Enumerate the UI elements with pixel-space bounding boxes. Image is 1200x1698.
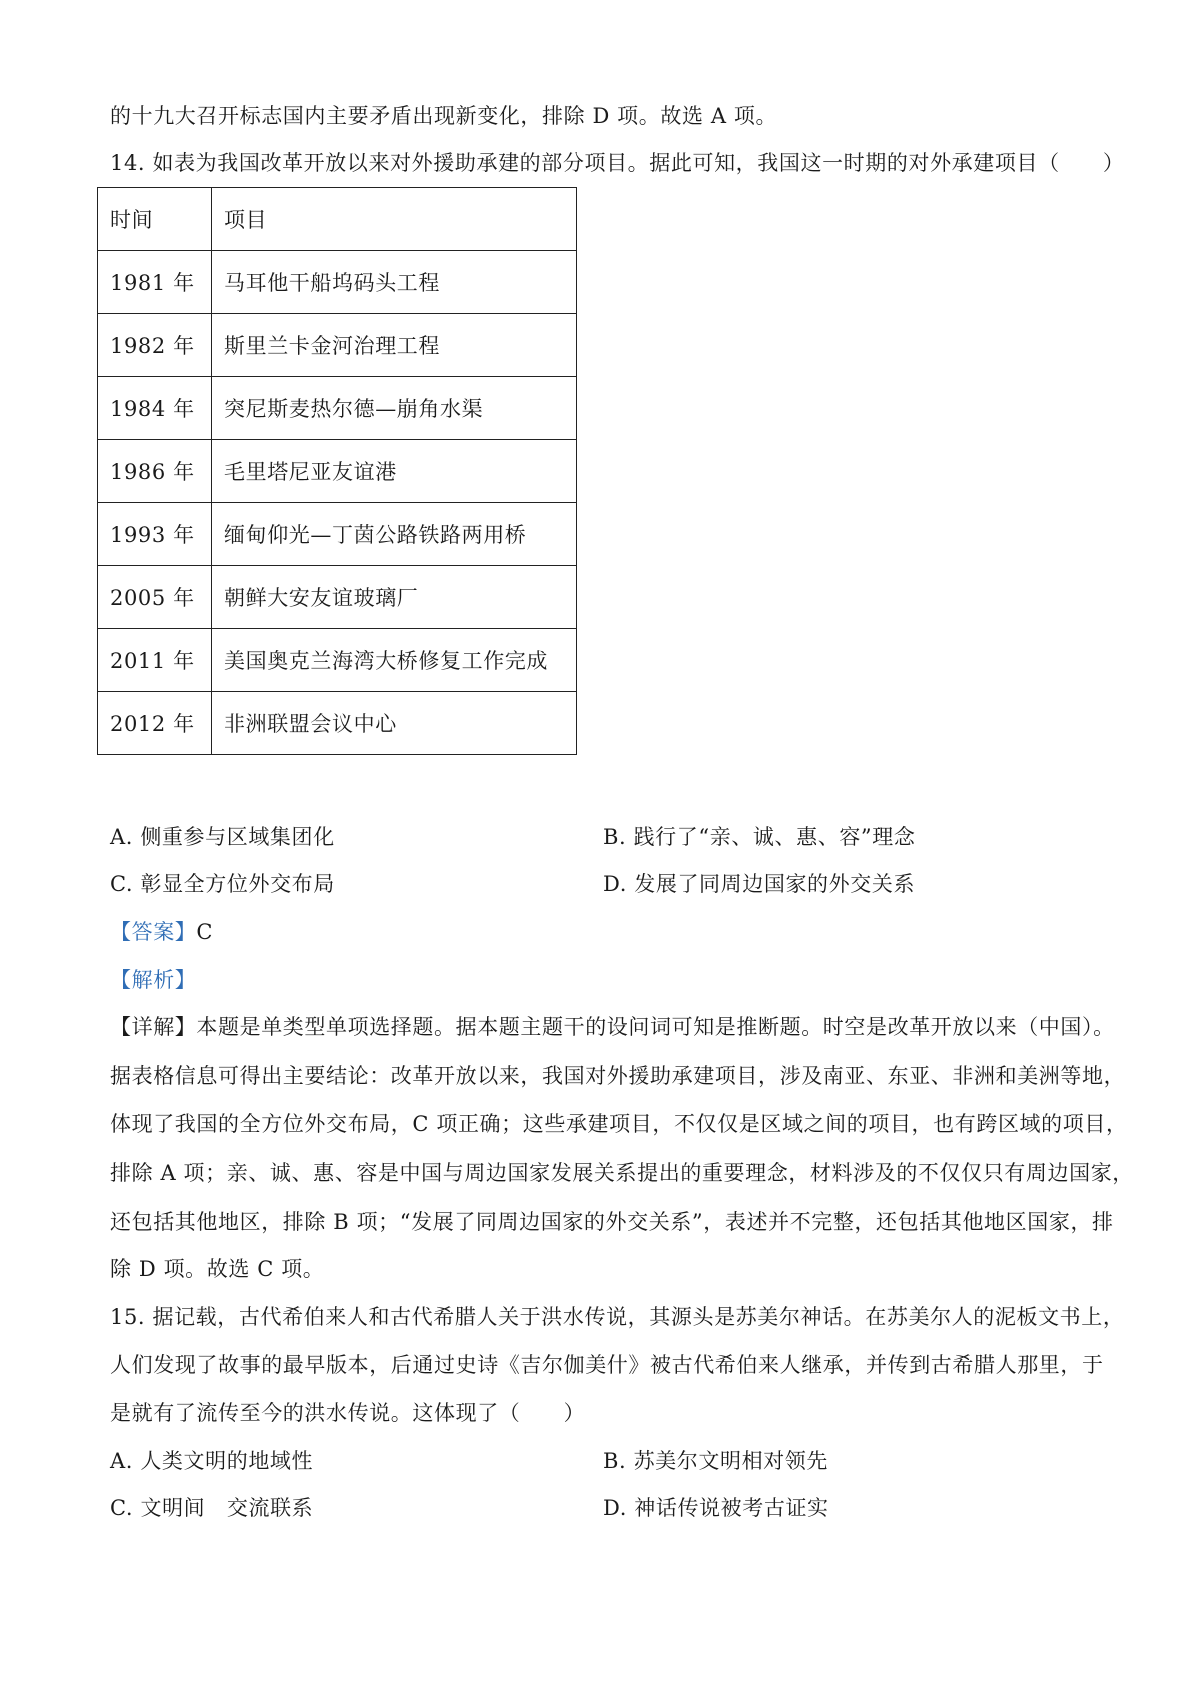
row-project: 毛里塔尼亚友谊港 — [212, 440, 577, 503]
q14-option-b: B. 践行了“亲、诚、惠、容”理念 — [603, 825, 916, 849]
q14-detail-line: 【详解】本题是单类型单项选择题。据本题主题干的设问词可知是推断题。时空是改革开放以来（中国）。 — [110, 1015, 1115, 1039]
row-year: 1981 年 — [98, 251, 212, 314]
projects-table — [97, 187, 577, 755]
q14-answer — [110, 917, 213, 947]
question-15-stem-line: 15. 据记载，古代希伯来人和古代希腊人关于洪水传说，其源头是苏美尔神话。在苏美尔人的泥板文书上， — [110, 1305, 1125, 1329]
q14-analysis-tag: 【解析】 — [110, 968, 197, 992]
row-year: 2012 年 — [98, 692, 212, 755]
q14-detail-line: 体现了我国的全方位外交布局，C 项正确；这些承建项目，不仅仅是区域之间的项目，也有跨区域的项目， — [110, 1112, 1128, 1136]
previous-explanation-tail: 的十九大召开标志国内主要矛盾出现新变化，排除 D 项。故选 A 项。 — [110, 104, 778, 128]
table-row — [98, 566, 577, 629]
q14-option-c: C. 彰显全方位外交布局 — [110, 872, 335, 896]
q15-option-b: B. 苏美尔文明相对领先 — [603, 1449, 828, 1473]
table-row — [98, 314, 577, 377]
row-year: 1993 年 — [98, 503, 212, 566]
q15-option-d: D. 神话传说被考古证实 — [603, 1496, 829, 1520]
header-project: 项目 — [212, 188, 577, 251]
table-header-row — [98, 188, 577, 251]
q14-option-d: D. 发展了同周边国家的外交关系 — [603, 872, 916, 896]
answer-value: C — [196, 920, 214, 944]
row-year: 1986 年 — [98, 440, 212, 503]
header-time: 时间 — [98, 188, 212, 251]
table-row — [98, 440, 577, 503]
q14-option-a: A. 侧重参与区域集团化 — [110, 825, 335, 849]
q14-detail-line: 还包括其他地区，排除 B 项；“发展了同周边国家的外交关系”，表述并不完整，还包括其他地区国家，排 — [110, 1210, 1114, 1234]
table-row — [98, 692, 577, 755]
question-15-stem-line: 是就有了流传至今的洪水传说。这体现了（ ） — [110, 1401, 586, 1425]
row-year: 2011 年 — [98, 629, 212, 692]
answer-tag: 【答案】 — [110, 920, 197, 944]
row-year: 1984 年 — [98, 377, 212, 440]
q14-detail-line: 除 D 项。故选 C 项。 — [110, 1257, 325, 1281]
question-15-stem-line: 人们发现了故事的最早版本，后通过史诗《吉尔伽美什》被古代希伯来人继承，并传到古希腊人那里，于 — [110, 1353, 1104, 1377]
row-project: 缅甸仰光—丁茵公路铁路两用桥 — [212, 503, 577, 566]
q15-option-c: C. 文明间 交流联系 — [110, 1496, 314, 1520]
table-row — [98, 629, 577, 692]
row-project: 美国奥克兰海湾大桥修复工作完成 — [212, 629, 577, 692]
table-row — [98, 377, 577, 440]
row-project: 非洲联盟会议中心 — [212, 692, 577, 755]
row-project: 突尼斯麦热尔德—崩角水渠 — [212, 377, 577, 440]
q14-detail-line: 排除 A 项；亲、诚、惠、容是中国与周边国家发展关系提出的重要理念，材料涉及的不仅仅只有周边国家， — [110, 1161, 1134, 1185]
q15-option-a: A. 人类文明的地域性 — [110, 1449, 314, 1473]
q14-detail-line: 据表格信息可得出主要结论：改革开放以来，我国对外援助承建项目，涉及南亚、东亚、非洲和美洲等地， — [110, 1064, 1126, 1088]
table-row — [98, 503, 577, 566]
row-project: 斯里兰卡金河治理工程 — [212, 314, 577, 377]
question-14-stem: 14. 如表为我国改革开放以来对外援助承建的部分项目。据此可知，我国这一时期的对外承建项目（ ） — [110, 151, 1125, 175]
row-year: 2005 年 — [98, 566, 212, 629]
table-row — [98, 251, 577, 314]
row-project: 马耳他干船坞码头工程 — [212, 251, 577, 314]
row-project: 朝鲜大安友谊玻璃厂 — [212, 566, 577, 629]
row-year: 1982 年 — [98, 314, 212, 377]
